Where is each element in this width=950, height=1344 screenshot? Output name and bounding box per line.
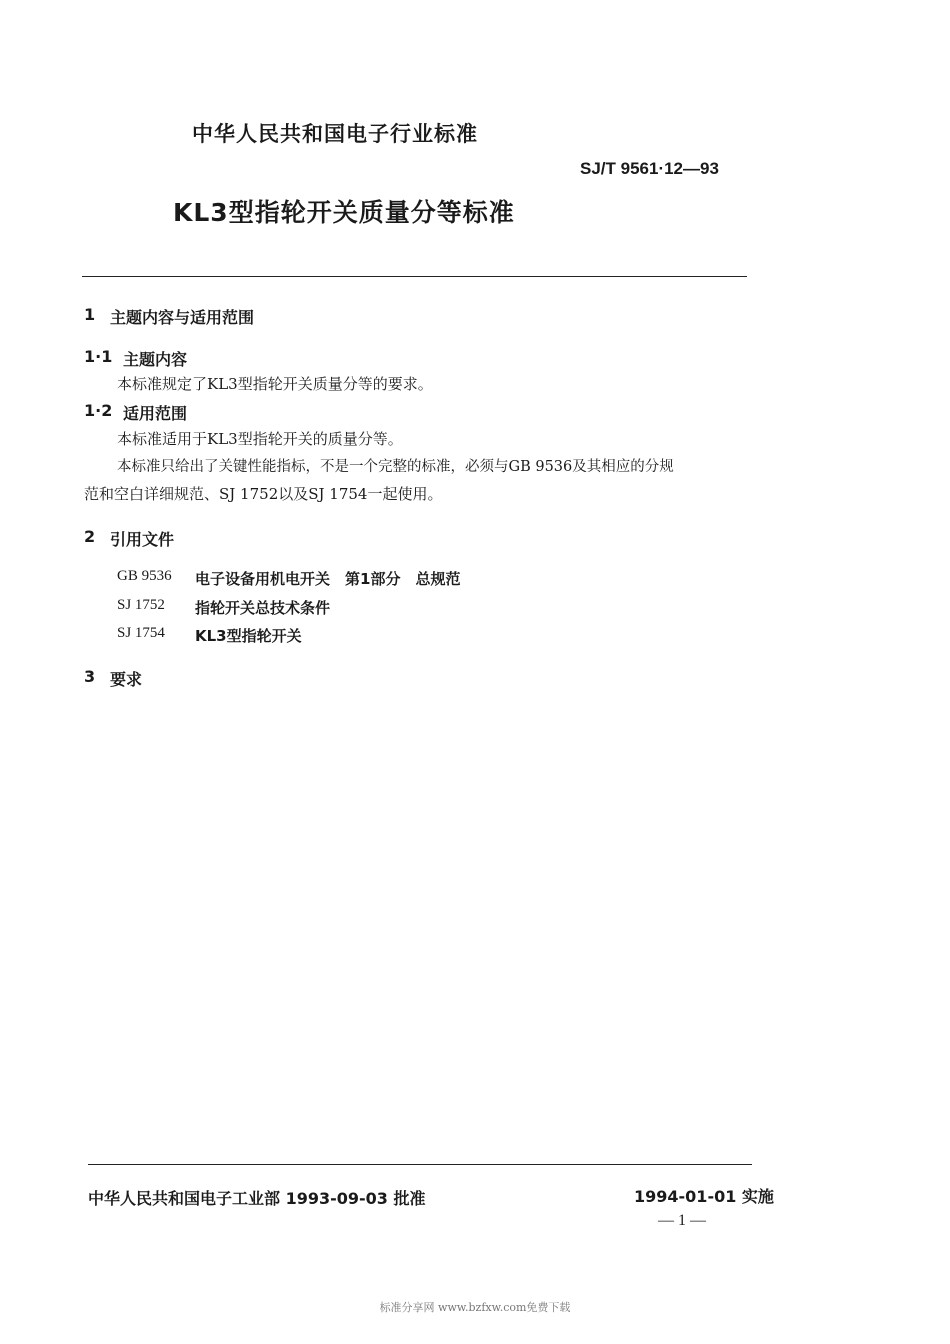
section-1-2-text-2-line-1: 本标准只给出了关键性能指标，不是一个完整的标准，必须与GB 9536及其相应的分规 <box>117 459 674 475</box>
section-1-1-number: 1·1 <box>84 347 113 366</box>
standard-code: SJ/T 9561·12—93 <box>580 159 719 178</box>
section-1-2-text-1: 本标准适用于KL3型指轮开关的质量分等。 <box>117 430 403 448</box>
section-1-1-text: 本标准规定了KL3型指轮开关质量分等的要求。 <box>117 375 433 393</box>
header-divider <box>82 276 747 277</box>
approval-text: 中华人民共和国电子工业部 1993-09-03 批准 <box>88 1189 426 1208</box>
reference-code: SJ 1754 <box>117 625 165 641</box>
reference-code: SJ 1752 <box>117 597 165 613</box>
watermark: 标准分享网 www.bzfxw.com免费下载 <box>379 1301 571 1314</box>
section-3-heading: 要求 <box>110 670 143 689</box>
section-1-2-heading: 适用范围 <box>123 404 188 423</box>
section-1-2-number: 1·2 <box>84 401 113 420</box>
reference-title: KL3型指轮开关 <box>195 627 302 645</box>
footer-divider <box>88 1164 752 1165</box>
section-1-2-text-2-line-2: 范和空白详细规范、SJ 1752以及SJ 1754一起使用。 <box>84 485 443 503</box>
reference-title: 电子设备用机电开关 第1部分 总规范 <box>195 570 461 588</box>
section-1-heading: 主题内容与适用范围 <box>110 308 255 327</box>
reference-code: GB 9536 <box>117 568 172 584</box>
document-title: KL3型指轮开关质量分等标准 <box>173 198 515 227</box>
implementation-date: 1994-01-01 实施 <box>634 1187 774 1206</box>
section-1-number: 1 <box>84 305 96 324</box>
section-2-number: 2 <box>84 527 96 546</box>
section-1-1-heading: 主题内容 <box>123 350 188 369</box>
industry-standard-label: 中华人民共和国电子行业标准 <box>192 122 478 146</box>
page-number: — 1 — <box>658 1212 706 1229</box>
reference-title: 指轮开关总技术条件 <box>195 599 331 617</box>
section-3-number: 3 <box>84 667 96 686</box>
section-2-heading: 引用文件 <box>110 530 175 549</box>
